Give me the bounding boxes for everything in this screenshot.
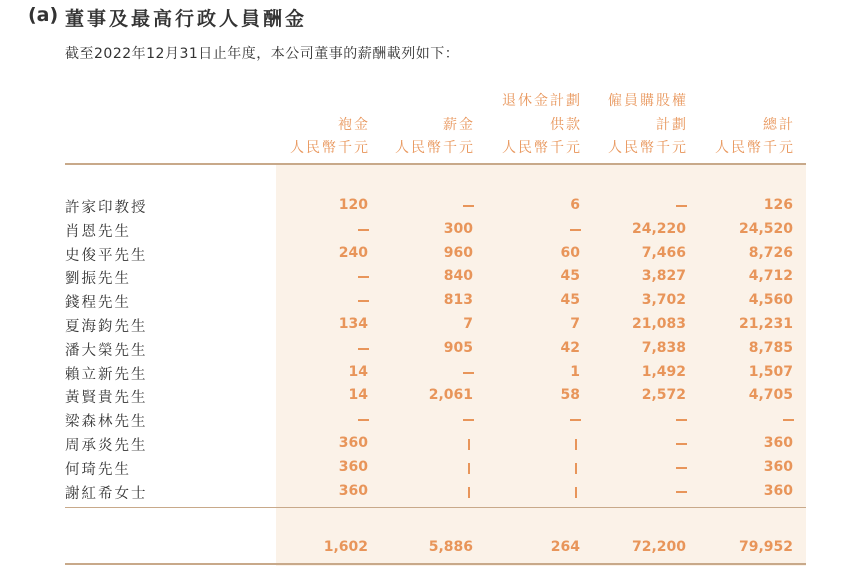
value-cell: 7,838 — [641, 340, 686, 356]
value-cell: 1,602 — [323, 539, 368, 555]
column-header-line2: 計劃 — [656, 117, 688, 133]
nil-dash-vertical — [575, 463, 577, 474]
value-cell: 42 — [560, 340, 580, 356]
value-cell: 24,220 — [631, 221, 686, 237]
column-header-line1: 退休金計劃 — [502, 93, 582, 109]
value-cell: 905 — [443, 340, 473, 356]
nil-dash — [676, 491, 687, 493]
value-cell: 1,507 — [748, 364, 793, 380]
value-cell: 240 — [338, 245, 368, 261]
nil-dash-vertical — [468, 439, 470, 450]
value-cell: 813 — [443, 292, 473, 308]
nil-dash — [463, 372, 474, 374]
nil-dash — [358, 276, 369, 278]
value-cell: 6 — [570, 197, 580, 213]
director-name: 梁森林先生 — [65, 414, 148, 430]
value-cell: 4,560 — [748, 292, 793, 308]
director-name: 劉振先生 — [65, 271, 131, 287]
column-header-line2: 供款 — [550, 117, 582, 133]
section-label: (a) — [28, 4, 59, 26]
column-header-line2: 袍金 — [338, 117, 370, 133]
column-header-line2: 總計 — [763, 117, 795, 133]
director-name: 何琦先生 — [65, 462, 131, 478]
director-name: 許家印教授 — [65, 200, 148, 216]
nil-dash-vertical — [575, 439, 577, 450]
value-cell: 14 — [348, 364, 368, 380]
value-cell: 21,231 — [738, 316, 793, 332]
nil-dash — [570, 229, 581, 231]
director-name: 黃賢貴先生 — [65, 390, 148, 406]
nil-dash-vertical — [468, 463, 470, 474]
section-title: 董事及最高行政人員酬金 — [65, 8, 308, 30]
subtotal-rule — [65, 507, 806, 508]
value-cell: 5,886 — [428, 539, 473, 555]
director-name: 肖恩先生 — [65, 224, 131, 240]
nil-dash — [358, 229, 369, 231]
director-name: 周承炎先生 — [65, 438, 148, 454]
nil-dash — [463, 419, 474, 421]
nil-dash — [676, 205, 687, 207]
value-cell: 360 — [763, 483, 793, 499]
value-cell: 8,726 — [748, 245, 793, 261]
value-cell: 58 — [560, 387, 580, 403]
value-cell: 7,466 — [641, 245, 686, 261]
value-cell: 264 — [550, 539, 580, 555]
nil-dash — [463, 205, 474, 207]
intro-text: 截至2022年12月31日止年度，本公司董事的薪酬載列如下： — [65, 46, 460, 62]
column-header-unit: 人民幣千元 — [502, 140, 582, 156]
value-cell: 8,785 — [748, 340, 793, 356]
director-name: 史俊平先生 — [65, 248, 148, 264]
value-cell: 14 — [348, 387, 368, 403]
nil-dash — [358, 300, 369, 302]
value-cell: 360 — [338, 459, 368, 475]
total-rule — [65, 563, 806, 565]
nil-dash-vertical — [468, 487, 470, 498]
director-name: 潘大榮先生 — [65, 343, 148, 359]
director-name: 賴立新先生 — [65, 367, 148, 383]
value-cell: 360 — [763, 459, 793, 475]
value-cell: 134 — [338, 316, 368, 332]
value-cell: 21,083 — [631, 316, 686, 332]
nil-dash — [783, 419, 794, 421]
value-cell: 45 — [560, 292, 580, 308]
column-header-unit: 人民幣千元 — [290, 140, 370, 156]
column-header-line2: 薪金 — [443, 117, 475, 133]
nil-dash — [570, 419, 581, 421]
nil-dash — [358, 348, 369, 350]
value-cell: 60 — [560, 245, 580, 261]
value-cell: 960 — [443, 245, 473, 261]
value-cell: 3,827 — [641, 268, 686, 284]
nil-dash — [676, 443, 687, 445]
value-cell: 120 — [338, 197, 368, 213]
value-cell: 72,200 — [631, 539, 686, 555]
nil-dash — [676, 467, 687, 469]
value-cell: 7 — [463, 316, 473, 332]
value-cell: 4,705 — [748, 387, 793, 403]
header-rule — [65, 163, 806, 165]
column-header-line1: 僱員購股權 — [608, 93, 688, 109]
value-cell: 79,952 — [738, 539, 793, 555]
value-cell: 4,712 — [748, 268, 793, 284]
value-cell: 2,572 — [641, 387, 686, 403]
value-cell: 24,520 — [738, 221, 793, 237]
director-name: 錢程先生 — [65, 295, 131, 311]
value-cell: 7 — [570, 316, 580, 332]
value-cell: 3,702 — [641, 292, 686, 308]
column-header-unit: 人民幣千元 — [608, 140, 688, 156]
value-cell: 1,492 — [641, 364, 686, 380]
value-cell: 360 — [763, 435, 793, 451]
nil-dash-vertical — [575, 487, 577, 498]
nil-dash — [358, 419, 369, 421]
value-cell: 840 — [443, 268, 473, 284]
column-header-unit: 人民幣千元 — [395, 140, 475, 156]
value-cell: 45 — [560, 268, 580, 284]
director-name: 謝紅希女士 — [65, 486, 148, 502]
value-cell: 300 — [443, 221, 473, 237]
column-header-unit: 人民幣千元 — [715, 140, 795, 156]
director-name: 夏海鈞先生 — [65, 319, 148, 335]
value-cell: 2,061 — [428, 387, 473, 403]
nil-dash — [676, 419, 687, 421]
value-cell: 360 — [338, 435, 368, 451]
value-cell: 1 — [570, 364, 580, 380]
value-cell: 126 — [763, 197, 793, 213]
value-cell: 360 — [338, 483, 368, 499]
